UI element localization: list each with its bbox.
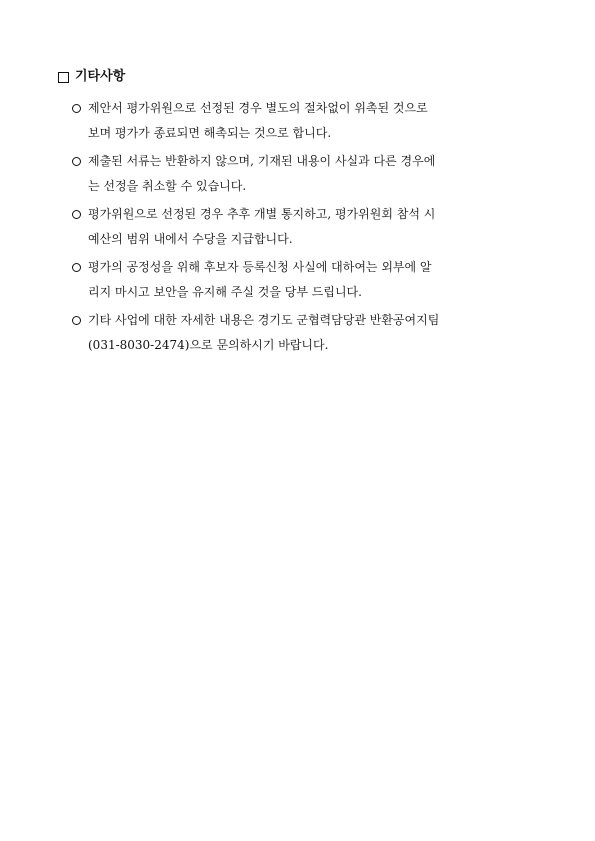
list-item (72, 96, 542, 146)
notice-list (72, 96, 542, 361)
list-item (72, 202, 542, 252)
list-item-line: 제출된 서류는 반환하지 않으며, 기재된 내용이 사실과 다른 경우에 (88, 154, 436, 168)
list-item (72, 255, 542, 305)
list-item-line: 예산의 범위 내에서 수당을 지급합니다. (88, 232, 293, 246)
list-item (72, 149, 542, 199)
circle-bullet-icon (72, 104, 81, 113)
list-item-line: 제안서 평가위원으로 선정된 경우 별도의 절차없이 위촉된 것으로 (88, 101, 428, 115)
circle-bullet-icon (72, 316, 81, 325)
list-item-line: 리지 마시고 보안을 유지해 주실 것을 당부 드립니다. (88, 285, 362, 299)
checkbox-square-icon (58, 72, 69, 83)
circle-bullet-icon (72, 157, 81, 166)
section-heading (58, 68, 125, 86)
section-title: 기타사항 (75, 69, 126, 84)
list-item-line: (031-8030-2474)으로 문의하시기 바랍니다. (88, 338, 329, 352)
list-item-line: 보며 평가가 종료되면 해촉되는 것으로 합니다. (88, 126, 332, 140)
list-item-line: 평가의 공정성을 위해 후보자 등록신청 사실에 대하여는 외부에 알 (88, 260, 432, 274)
list-item-line: 평가위원으로 선정된 경우 추후 개별 통지하고, 평가위원회 참석 시 (88, 207, 436, 221)
list-item-line: 기타 사업에 대한 자세한 내용은 경기도 군협력담당관 반환공여지팀 (88, 313, 440, 327)
circle-bullet-icon (72, 263, 81, 272)
list-item (72, 308, 542, 358)
list-item-line: 는 선정을 취소할 수 있습니다. (88, 179, 247, 193)
circle-bullet-icon (72, 210, 81, 219)
